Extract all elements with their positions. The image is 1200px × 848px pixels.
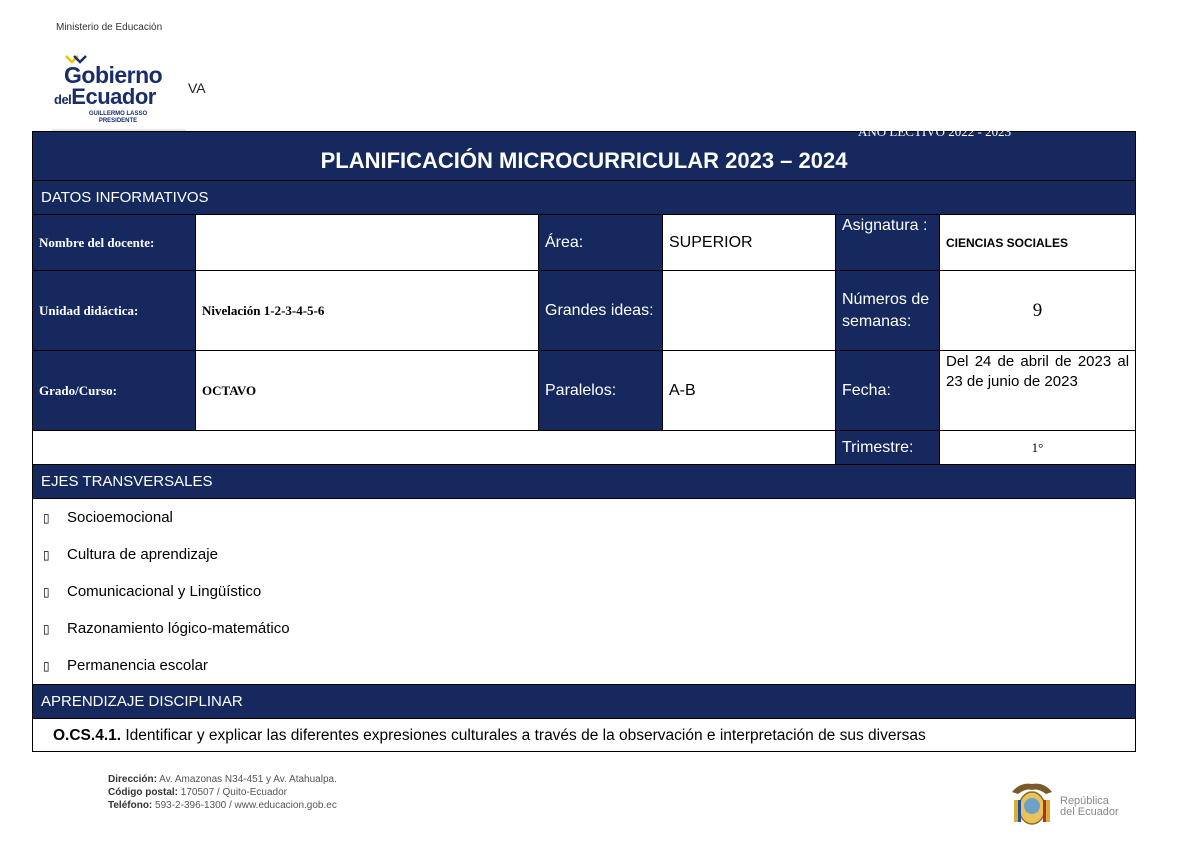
logo-line2: delEcuador xyxy=(54,84,156,109)
eje-item: ▯ Permanencia escolar xyxy=(43,657,208,674)
datos-header: DATOS INFORMATIVOS xyxy=(33,181,1136,215)
logo-line1: Gobierno xyxy=(64,62,163,88)
bullet-box-icon: ▯ xyxy=(43,621,50,636)
nombre-value xyxy=(196,215,539,271)
ejes-header: EJES TRANSVERSALES xyxy=(33,465,1136,499)
grandes-ideas-label: Grandes ideas: xyxy=(539,271,663,351)
va-label: VA xyxy=(188,80,206,96)
fecha-label: Fecha: xyxy=(836,351,940,431)
planning-table xyxy=(32,131,1136,752)
footer-direccion: Dirección: Av. Amazonas N34-451 y Av. Atahualpa. xyxy=(108,774,337,785)
eje-item: ▯ Cultura de aprendizaje xyxy=(43,546,218,563)
unidad-value: Nivelación 1-2-3-4-5-6 xyxy=(196,271,539,351)
bullet-box-icon: ▯ xyxy=(43,547,50,562)
coat-of-arms-icon xyxy=(1006,778,1058,830)
eje-item: ▯ Socioemocional xyxy=(43,509,173,526)
nombre-label: Nombre del docente: xyxy=(33,215,196,271)
aprendizaje-header: APRENDIZAJE DISCIPLINAR xyxy=(33,685,1136,719)
fecha-value: Del 24 de abril de 2023 al 23 de junio de 2023 xyxy=(940,351,1136,431)
footer-telefono: Teléfono: 593-2-396-1300 / www.educacion.gob.ec xyxy=(108,800,337,811)
bullet-box-icon: ▯ xyxy=(43,510,50,525)
trimestre-value: 1° xyxy=(940,431,1136,465)
anio-lectivo: AÑO LECTIVO 2022 - 2023 xyxy=(858,124,1012,139)
asignatura-label: Asignatura : xyxy=(836,215,940,271)
gobierno-logo xyxy=(52,54,186,132)
grandes-ideas-value xyxy=(663,271,836,351)
grado-value: OCTAVO xyxy=(196,351,539,431)
empty-cell xyxy=(33,431,836,465)
objetivo-text: O.CS.4.1. Identificar y explicar las diferentes expresiones culturales a través de la observación e interpretación de sus diversas xyxy=(33,719,1136,752)
paralelos-label: Paralelos: xyxy=(539,351,663,431)
objetivo-code: O.CS.4.1. xyxy=(53,727,122,744)
eje-item: ▯ Comunicacional y Lingüístico xyxy=(43,583,262,600)
asignatura-value: CIENCIAS SOCIALES xyxy=(940,215,1136,271)
area-label: Área: xyxy=(539,215,663,271)
footer-postal: Código postal: 170507 / Quito-Ecuador xyxy=(108,787,287,798)
semanas-value: 9 xyxy=(940,271,1136,351)
logo-subtitle: GUILLERMO LASSO PRESIDENTE xyxy=(88,111,148,124)
page-title: PLANIFICACIÓN MICROCURRICULAR 2023 – 2024 xyxy=(33,132,1136,181)
trimestre-label: Trimestre: xyxy=(836,431,940,465)
ministry-label: Ministerio de Educación xyxy=(56,22,163,33)
area-value: SUPERIOR xyxy=(663,215,836,271)
paralelos-value: A-B xyxy=(663,351,836,431)
semanas-label: Números de semanas: xyxy=(836,271,940,351)
republica-label: República del Ecuador xyxy=(1060,795,1119,818)
bullet-box-icon: ▯ xyxy=(43,584,50,599)
grado-label: Grado/Curso: xyxy=(33,351,196,431)
eje-item: ▯ Razonamiento lógico-matemático xyxy=(43,620,290,637)
bullet-box-icon: ▯ xyxy=(43,658,50,673)
footer-contact xyxy=(108,773,337,812)
unidad-label: Unidad didáctica: xyxy=(33,271,196,351)
